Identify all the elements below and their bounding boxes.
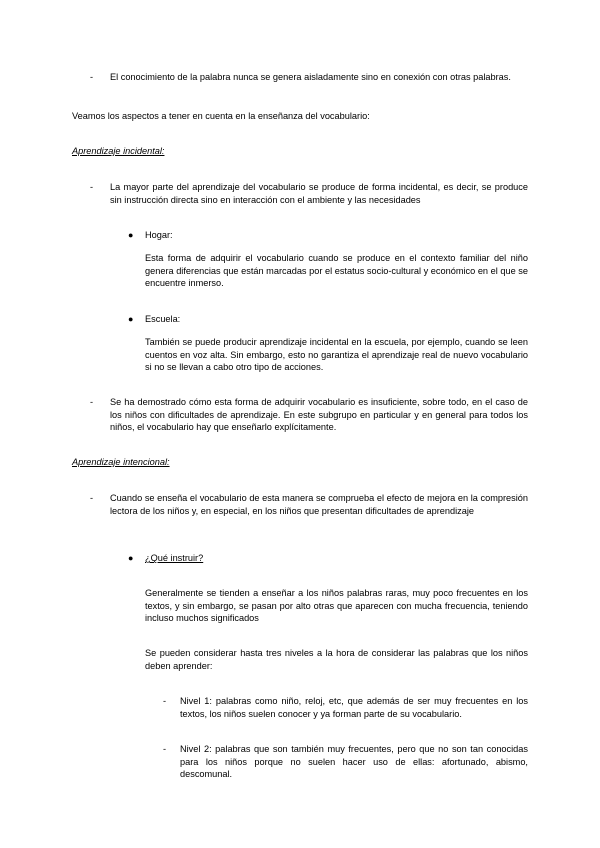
subheading-escuela: Escuela:: [145, 314, 181, 324]
subheading-que-instruir: ¿Qué instruir?: [145, 553, 204, 563]
dot-bullet: ●: [128, 230, 134, 240]
paragraph-tres-niveles: Se pueden considerar hasta tres niveles a la hora de considerar las palabras que los niños deben aprender:: [145, 648, 528, 671]
paragraph-palabras-raras: Generalmente se tienden a enseñar a los niños palabras raras, muy poco frecuentes en los textos, y sin embargo, se pasan por alto otras que aparecen con mucha frecuencia, teniendo incluso muchos significados: [145, 588, 528, 623]
paragraph-incidental: La mayor parte del aprendizaje del vocabulario se produce de forma incidental, es decir, se produce sin instrucción directa sino en interacción con el ambiente y las necesidades: [110, 182, 528, 205]
paragraph-escuela: También se puede producir aprendizaje incidental en la escuela, por ejemplo, cuando se leen cuentos en voz alta. Sin embargo, esto no garantiza el aprendizaje real de nuevo vocabulario si no se llevan a cabo otro tipo de acciones.: [145, 337, 528, 372]
dot-bullet: ●: [128, 553, 134, 563]
dash-bullet: -: [90, 493, 94, 503]
dash-bullet: -: [163, 744, 167, 754]
heading-aprendizaje-incidental: Aprendizaje incidental:: [72, 146, 165, 156]
heading-aprendizaje-intencional: Aprendizaje intencional:: [72, 457, 170, 467]
paragraph-nivel-1: Nivel 1: palabras como niño, reloj, etc, que además de ser muy frecuentes en los textos, los niños suelen conocer y ya forman parte de su vocabulario.: [180, 696, 528, 719]
paragraph-hogar: Esta forma de adquirir el vocabulario cuando se produce en el contexto familiar del niño genera diferencias que están marcadas por el estatus socio-cultural y económico en el que se encuentre inmerso.: [145, 253, 528, 288]
paragraph-insuficiente: Se ha demostrado cómo esta forma de adquirir vocabulario es insuficiente, sobre todo, en el caso de los niños con dificultades de aprendizaje. En este subgrupo en particular y en general para todos los niños, el vocabulario hay que enseñarlo explícitamente.: [110, 397, 528, 432]
dash-bullet: -: [90, 397, 94, 407]
paragraph-conexion: El conocimiento de la palabra nunca se genera aisladamente sino en conexión con otras palabras.: [110, 72, 511, 82]
dash-bullet: -: [90, 182, 94, 192]
dash-bullet: -: [90, 72, 94, 82]
paragraph-nivel-2: Nivel 2: palabras que son también muy frecuentes, pero que no son tan conocidas para los niños porque no suelen hacer uso de ellas: afortunado, abismo, descomunal.: [180, 744, 528, 779]
intro-paragraph: Veamos los aspectos a tener en cuenta en la enseñanza del vocabulario:: [72, 111, 370, 121]
dot-bullet: ●: [128, 314, 134, 324]
paragraph-intencional: Cuando se enseña el vocabulario de esta manera se comprueba el efecto de mejora en la compresión lectora de los niños y, en especial, en los niños que presentan dificultades de aprendizaje: [110, 493, 528, 516]
dash-bullet: -: [163, 696, 167, 706]
subheading-hogar: Hogar:: [145, 230, 173, 240]
